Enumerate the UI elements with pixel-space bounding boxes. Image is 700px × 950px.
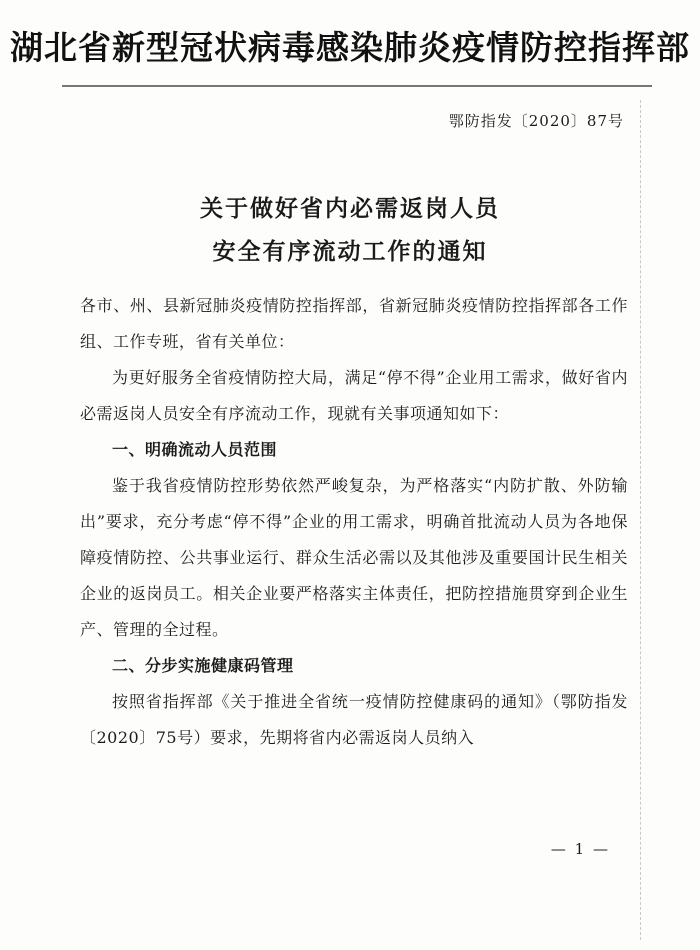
section-2-heading: 二、分步实施健康码管理 <box>112 656 294 675</box>
intro-paragraph: 为更好服务全省疫情防控大局，满足“停不得”企业用工需求，做好省内必需返岗人员安全有序流动工作，现就有关事项通知如下： <box>80 368 628 423</box>
document-number: 鄂防指发〔2020〕87号 <box>448 112 624 130</box>
issuing-authority-header: 湖北省新型冠状病毒感染肺炎疫情防控指挥部 <box>10 28 690 67</box>
addressee-paragraph: 各市、州、县新冠肺炎疫情防控指挥部，省新冠肺炎疫情防控指挥部各工作组、工作专班，省有关单位： <box>80 296 628 351</box>
notice-title-line-1: 关于做好省内必需返岗人员 <box>200 196 500 222</box>
notice-title-line-2: 安全有序流动工作的通知 <box>212 239 488 265</box>
section-2-paragraph: 按照省指挥部《关于推进全省统一疫情防控健康码的通知》（鄂防指发〔2020〕75号）要求，先期将省内必需返岗人员纳入 <box>80 692 628 747</box>
document-body <box>80 288 628 756</box>
section-1-heading: 一、明确流动人员范围 <box>112 440 278 459</box>
page-number: — 1 — <box>550 840 610 858</box>
header-divider <box>62 85 652 87</box>
scan-fold-line <box>640 100 641 940</box>
section-1-paragraph: 鉴于我省疫情防控形势依然严峻复杂，为严格落实“内防扩散、外防输出”要求，充分考虑“停不得”企业的用工需求，明确首批流动人员为各地保障疫情防控、公共事业运行、群众生活必需以及其他涉及重要国计民生相关企业的返岗员工。相关企业要严格落实主体责任，把防控措施贯穿到企业生产、管理的全过程。 <box>80 476 628 639</box>
